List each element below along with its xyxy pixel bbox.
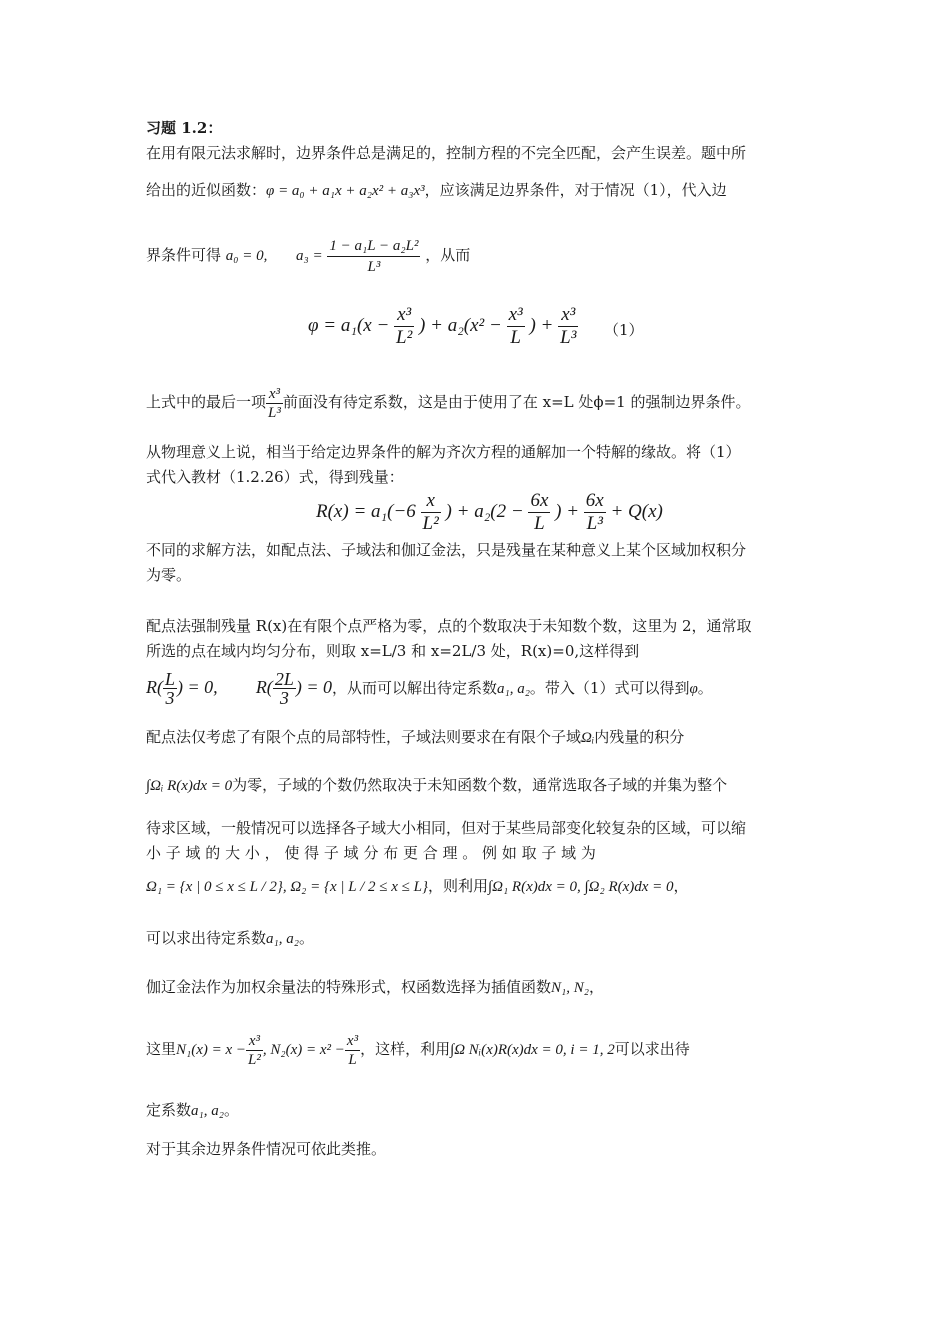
- text-span: 配点法仅考虑了有限个点的局部特性，子域法则要求在有限个子域: [146, 728, 582, 746]
- formula-part: ) +: [555, 500, 580, 522]
- fraction-denominator: L: [348, 1051, 357, 1068]
- fraction-numerator: 1 − a₁L − a₂L²: [327, 236, 420, 257]
- paragraph-line: [146, 180, 727, 201]
- text-span: 。带入（1）式可以得到: [529, 679, 690, 697]
- fraction: [163, 670, 177, 707]
- fraction-numerator: 6x: [530, 490, 549, 511]
- fraction-numerator: 6x: [585, 490, 604, 511]
- paragraph-line: [146, 380, 751, 424]
- paragraph-line: [146, 977, 604, 998]
- subdomain-integral-formula: ∫Ωᵢ R(x)dx = 0: [146, 778, 233, 794]
- subdomain-symbol: Ωᵢ: [581, 730, 595, 746]
- phi-symbol: φ: [689, 681, 698, 697]
- fraction-numerator: x³: [266, 385, 283, 404]
- fraction-denominator: 3: [279, 688, 289, 709]
- fraction: [394, 304, 414, 349]
- text-span: ，从而可以解出待定系数: [331, 679, 497, 697]
- coefficients-formula: a₁, a₂: [191, 1103, 224, 1119]
- text-span: 。: [697, 679, 713, 697]
- fraction: [528, 490, 550, 535]
- paragraph-line: 从物理意义上说，相当于给定边界条件的解为齐次方程的通解加一个特解的缘故。将（1）: [146, 443, 741, 461]
- a3-fraction: [327, 236, 420, 277]
- text-span: 伽辽金法作为加权余量法的特殊形式，权函数选择为插值函数: [146, 978, 552, 996]
- exercise-heading: 习题 1.2：: [146, 119, 223, 137]
- text-span: ，这样，利用: [360, 1040, 451, 1058]
- fraction: [421, 490, 441, 535]
- text-span: ，: [673, 877, 689, 895]
- fraction-numerator: x³: [246, 1032, 263, 1051]
- text-span: 这里: [146, 1040, 177, 1058]
- fraction-numerator: x³: [558, 304, 578, 327]
- formula-part: R(x) = a₁(−6: [316, 500, 416, 522]
- interpolation-functions-formula: N₁, N₂: [551, 980, 589, 996]
- fraction-denominator: L³: [367, 258, 381, 275]
- text-span: ，则利用: [428, 877, 489, 895]
- fraction-numerator: x³: [346, 1032, 359, 1049]
- paragraph-line: 不同的求解方法，如配点法、子域法和伽辽金法，只是残量在某种意义上某个区域加权积分: [146, 541, 747, 559]
- text-span: 可以求出待定系数: [146, 929, 267, 947]
- collocation-formula-1: [146, 669, 218, 709]
- fraction-numerator: 2L: [274, 669, 294, 690]
- galerkin-integral-formula: ∫Ω Nᵢ(x)R(x)dx = 0, i = 1, 2: [450, 1042, 615, 1058]
- fraction: [273, 670, 296, 707]
- fraction: [345, 1032, 360, 1069]
- approx-function-formula: φ = a₀ + a₁x + a₂x² + a₃x³: [266, 183, 425, 199]
- fraction-numerator: x: [421, 490, 441, 513]
- paragraph-line: [146, 664, 713, 710]
- a3-formula: a₃ =: [296, 248, 323, 264]
- paragraph-line: [146, 727, 684, 748]
- fraction-denominator: L²: [396, 327, 413, 348]
- fraction-denominator: L: [534, 513, 545, 534]
- fraction-numerator: x³: [394, 304, 414, 327]
- text-span: 。: [223, 1101, 239, 1119]
- formula-part: , N₂(x) = x² −: [262, 1042, 345, 1058]
- paragraph-line: 对于其余边界条件情况可依此类推。: [146, 1140, 387, 1158]
- paragraph-line: 待求区域，一般情况可以选择各子域大小相同，但对于某些局部变化较复杂的区域，可以缩: [146, 819, 747, 837]
- fraction: [266, 385, 283, 422]
- equation-1: [308, 304, 578, 349]
- text-span: 。: [298, 929, 314, 947]
- paragraph-line: 所选的点在域内均匀分布，则取 x=L/3 和 x=2L/3 处，R(x)=0,这样得到: [146, 642, 640, 660]
- paragraph-line: [146, 1026, 690, 1072]
- fraction-denominator: L³: [586, 513, 603, 534]
- fraction: [558, 304, 578, 349]
- formula-part: ) + a₂(2 −: [445, 500, 524, 522]
- text-span: 内残量的积分: [594, 728, 685, 746]
- subdomain-definition-formula: Ω₁ = {x | 0 ≤ x ≤ L / 2}, Ω₂ = {x | L / 2 ≤ x ≤ L}: [146, 879, 428, 895]
- fraction-denominator: L²: [422, 513, 439, 534]
- fraction: [584, 490, 606, 535]
- text-span: 可以求出待: [614, 1040, 690, 1058]
- text-span: ，: [588, 978, 604, 996]
- paragraph-line: 配点法强制残量 R(x)在有限个点严格为零，点的个数取决于未知数个数，这里为 2，通常取: [146, 617, 752, 635]
- paragraph-line: [146, 1100, 239, 1121]
- fraction-numerator: x³: [508, 304, 523, 325]
- formula-part: φ = a₁(x −: [308, 314, 390, 336]
- fraction-denominator: 3: [165, 688, 175, 709]
- paragraph-line: 在用有限元法求解时，边界条件总是满足的，控制方程的不完全匹配，会产生误差。题中所: [146, 144, 747, 162]
- formula-part: R(: [146, 677, 163, 697]
- fraction-numerator: L: [165, 669, 176, 690]
- fraction: [246, 1032, 263, 1069]
- formula-part: ) = 0: [295, 677, 332, 697]
- text-span: 给出的近似函数：: [146, 181, 267, 199]
- a0-formula: a₀ = 0,: [225, 248, 268, 264]
- subdomain-integrals-formula: ∫Ω₁ R(x)dx = 0, ∫Ω₂ R(x)dx = 0: [488, 879, 674, 895]
- text-span: 上式中的最后一项: [146, 393, 267, 411]
- fraction-denominator: L²: [248, 1051, 261, 1068]
- formula-part: ) +: [529, 314, 554, 336]
- text-span: ，应该满足边界条件，对于情况（1），代入边: [424, 181, 727, 199]
- fraction: [507, 304, 525, 349]
- text-span: 前面没有待定系数，这是由于使用了在 x=L 处ϕ=1 的强制边界条件。: [282, 393, 751, 411]
- text-span: 定系数: [146, 1101, 192, 1119]
- formula-part: + Q(x): [610, 500, 663, 522]
- collocation-formula-2: [255, 669, 332, 709]
- equation-number: （1）: [604, 321, 644, 339]
- coefficients-formula: a₁, a₂: [496, 681, 530, 697]
- coefficients-formula: a₁, a₂: [266, 931, 299, 947]
- fraction-denominator: L: [510, 327, 521, 348]
- formula-part: R(: [255, 677, 273, 697]
- paragraph-line: [146, 928, 314, 949]
- paragraph-line: 式代入教材（1.2.26）式，得到残量：: [146, 468, 404, 486]
- formula-part: N₁(x) = x −: [176, 1042, 247, 1058]
- fraction-denominator: L³: [268, 404, 281, 421]
- paragraph-line: [146, 230, 470, 280]
- fraction-denominator: L³: [560, 327, 577, 348]
- formula-part: ) + a₂(x² −: [419, 314, 502, 336]
- paragraph-line: 小 子 域 的 大 小 ， 使 得 子 域 分 布 更 合 理 。 例 如 取 子 域 为: [146, 844, 596, 862]
- text-span: ，从而: [425, 246, 471, 264]
- text-span: 为零，子域的个数仍然取决于未知函数个数，通常选取各子域的并集为整个: [232, 776, 728, 794]
- paragraph-line: 为零。: [146, 566, 192, 584]
- paragraph-line: [146, 876, 689, 897]
- formula-part: ) = 0,: [177, 677, 218, 697]
- text-span: 界条件可得: [146, 246, 222, 264]
- paragraph-line: [146, 775, 727, 796]
- residual-equation: [316, 490, 663, 535]
